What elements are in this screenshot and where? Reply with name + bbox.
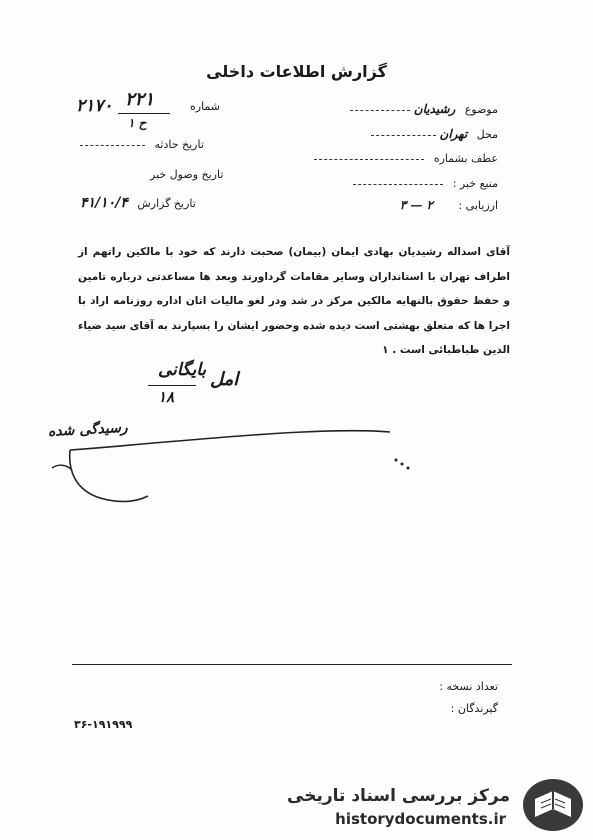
footer-rule bbox=[72, 664, 512, 665]
number-label: شماره bbox=[190, 100, 221, 113]
location-value: تهران bbox=[439, 127, 468, 141]
margin-number-top: بایگانی bbox=[158, 360, 207, 380]
report-date-value: ۴۱/۱۰/۴ bbox=[80, 195, 128, 211]
report-date-field bbox=[80, 195, 196, 211]
subject-value: رشیدیان bbox=[413, 102, 456, 116]
archive-logo-icon bbox=[521, 777, 585, 833]
margin-fraction-line bbox=[148, 385, 196, 386]
document-title: گزارش اطلاعات داخلی bbox=[206, 62, 387, 81]
top-right-note: ۲۱۷۰ bbox=[76, 96, 113, 116]
copies-label: تعداد نسخه : bbox=[439, 680, 498, 693]
body-paragraph: آقای اسداله رشیدیان بهادی ایمان (بیمان) صحبت دارند که خود با مالکین راتهم از اطراف تهران با استانداران وسایر مقامات گرداورند وبعد ها مساعدتی درباره تامین و حفظ حقوق بالنهایه مالکین مرکز در شد ودر لغو مالیات اتان اداره روزنامه اراد با اجرا ها که متعلق بهشتی است دیده شده وحضور ایشان را بسپارند به آقای سید ضیاء الدین طباطبائی است . ۱ bbox=[78, 246, 510, 356]
recipients-label: گیرندگان : bbox=[450, 702, 498, 715]
subject-label: موضوع bbox=[464, 103, 498, 116]
attachment-label: عطف بشماره bbox=[433, 152, 498, 165]
subject-dots bbox=[350, 110, 410, 111]
rating-value: ۲ — ۳ bbox=[399, 198, 433, 212]
event-date-label: تاریخ حادثه bbox=[154, 138, 204, 151]
source-field bbox=[353, 177, 498, 190]
signature-strokes bbox=[40, 420, 420, 510]
archive-site: historydocuments.ir bbox=[335, 810, 506, 828]
source-label: منبع خبر : bbox=[452, 177, 498, 190]
rating-label: ارزیابی : bbox=[458, 199, 498, 212]
number-sub: ح ۱ bbox=[128, 116, 147, 130]
document-code: ۳۶-۱۹۱۹۹۹ bbox=[74, 718, 133, 731]
location-label: محل bbox=[476, 128, 498, 141]
number-value: ۲۲۱ bbox=[125, 89, 155, 110]
event-date-dots bbox=[80, 145, 145, 146]
archive-name: مرکز بررسی اسناد تاریخی bbox=[287, 786, 510, 806]
event-date-field bbox=[80, 138, 204, 151]
report-date-label: تاریخ گزارش bbox=[137, 197, 196, 210]
margin-number-bottom: ۱۸ bbox=[158, 388, 175, 406]
source-dots bbox=[353, 184, 443, 185]
location-field bbox=[371, 127, 498, 141]
receipt-date-label: تاریخ وصول خبر bbox=[150, 168, 224, 181]
number-fraction-line bbox=[118, 113, 170, 114]
rating-field bbox=[400, 198, 498, 212]
location-dots bbox=[371, 135, 436, 136]
subject-field bbox=[350, 102, 498, 116]
attachment-field bbox=[314, 152, 498, 165]
signature-line: رسیدگی شده bbox=[47, 419, 128, 440]
margin-word: امل bbox=[210, 369, 239, 390]
attachment-dots bbox=[314, 159, 424, 160]
